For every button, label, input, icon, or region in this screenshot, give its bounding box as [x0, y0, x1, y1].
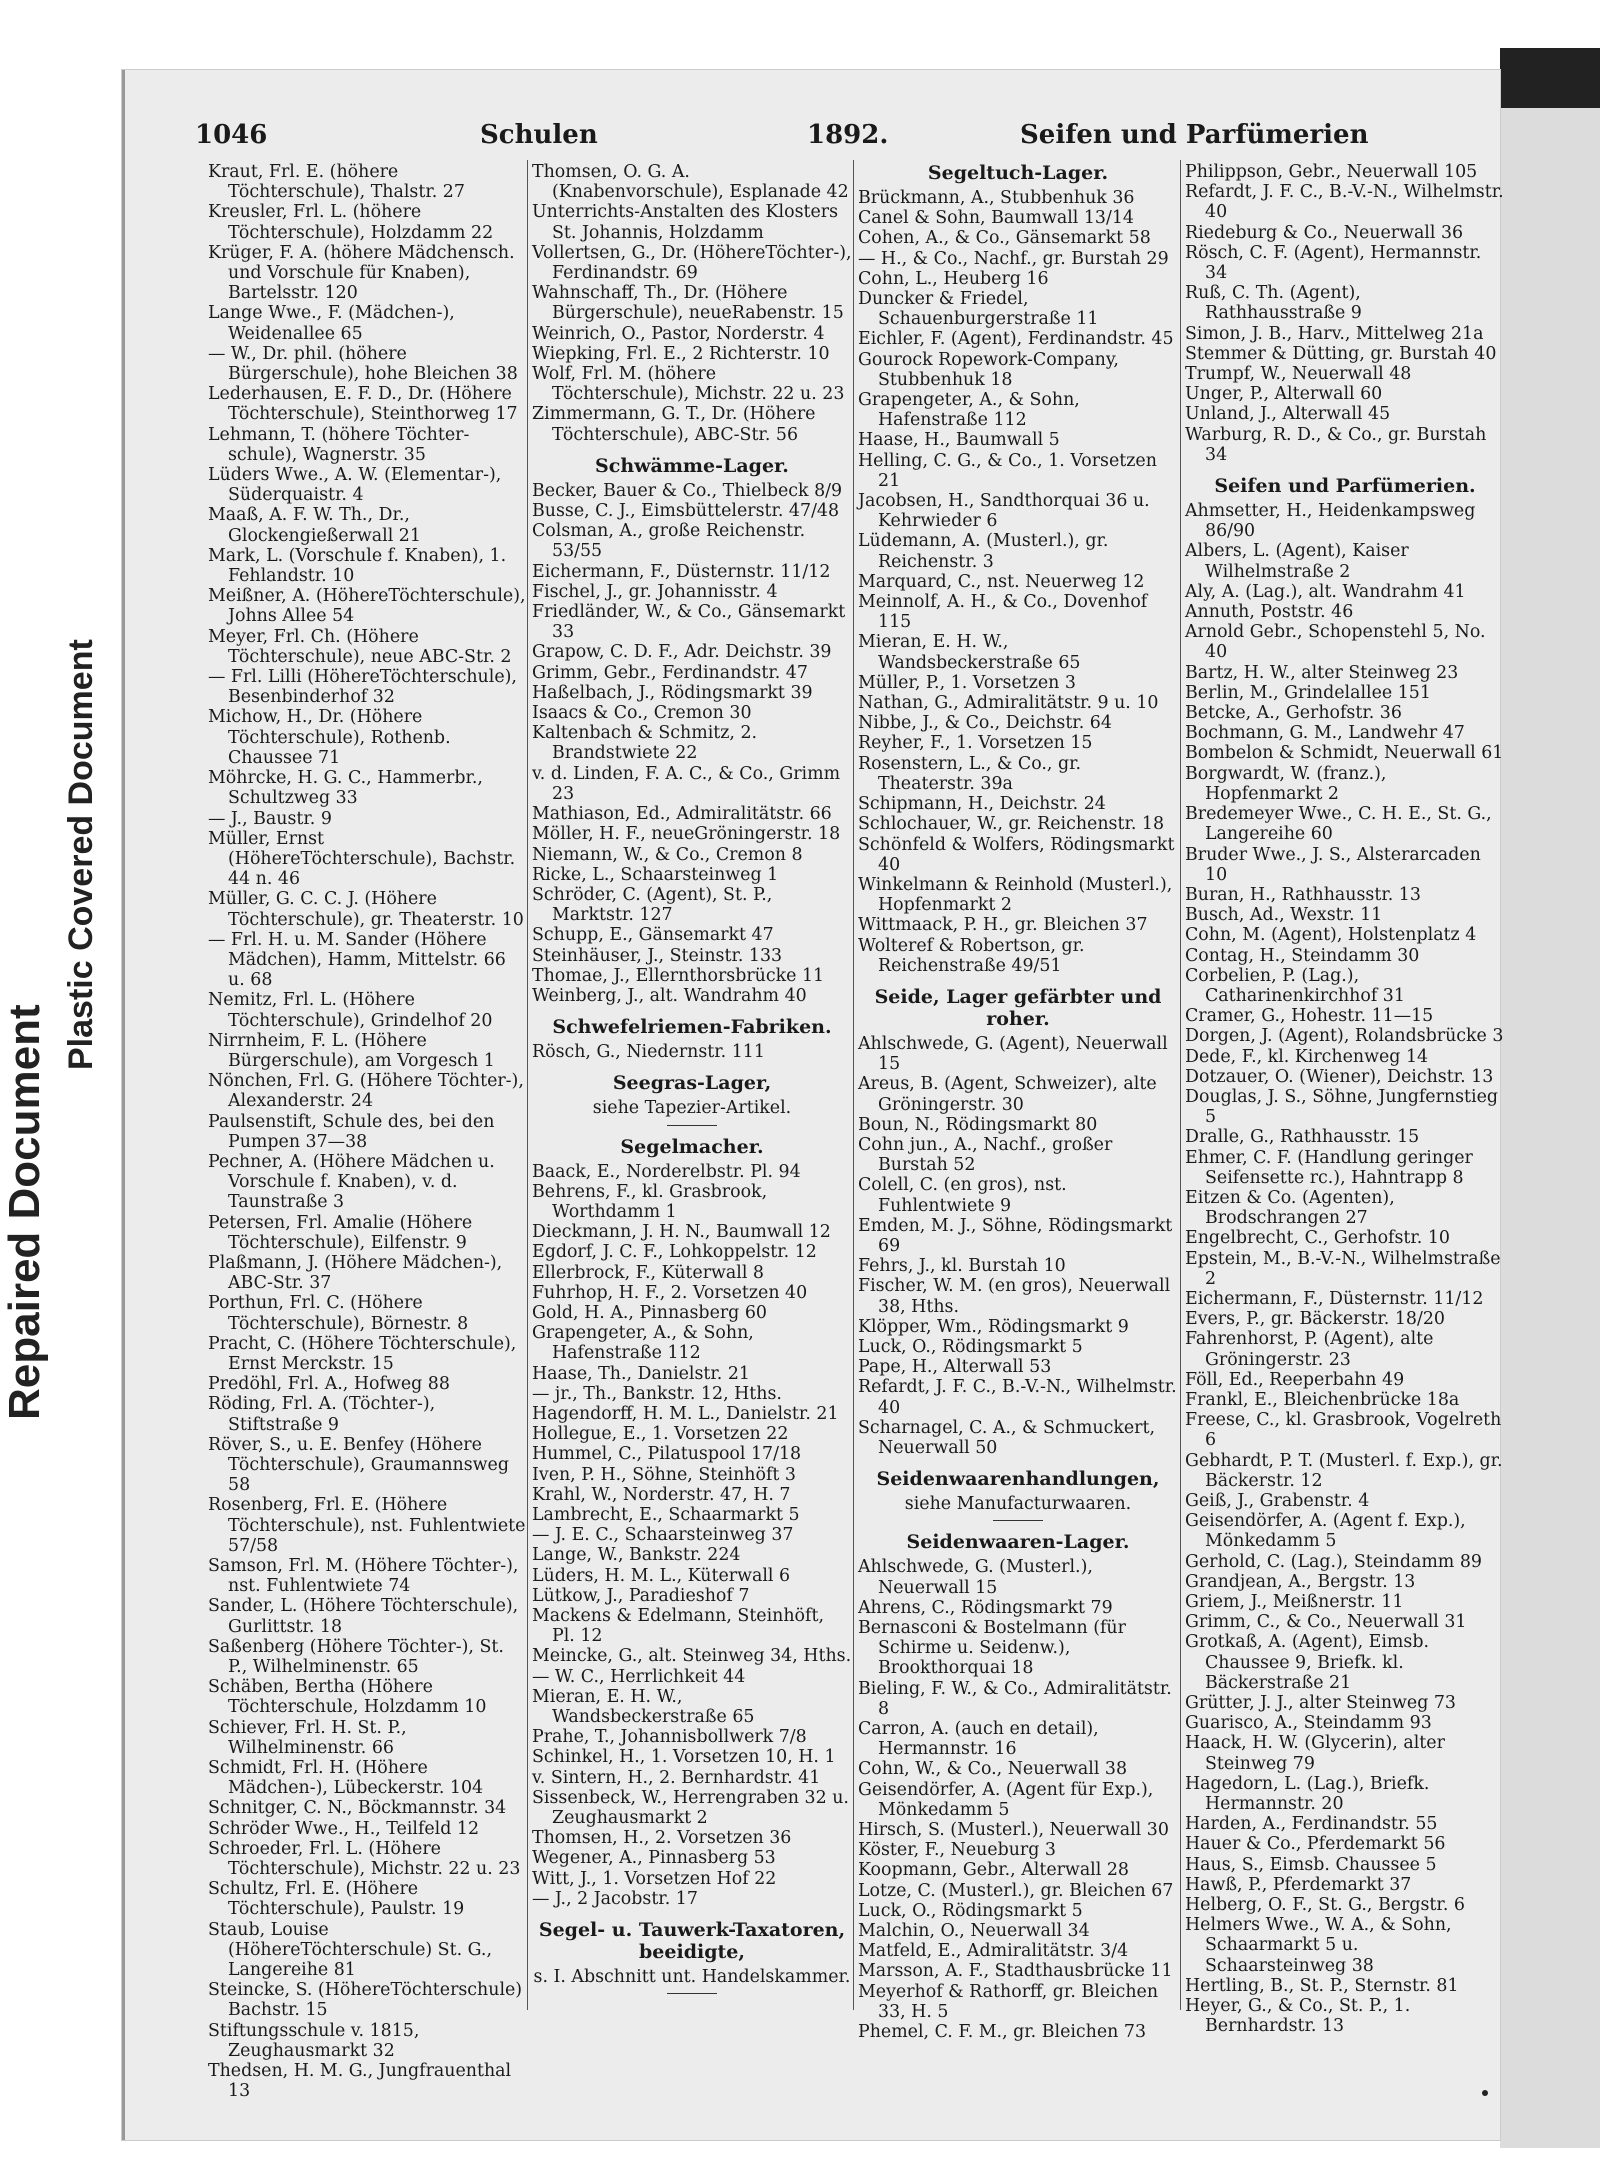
directory-entry: Grimm, C., & Co., Neuerwall 31	[1185, 1612, 1467, 1633]
directory-entry: Schroeder, Frl. L. (Höhere Töchterschule), Michstr. 22 u. 23	[208, 1838, 521, 1880]
directory-entry: Isaacs & Co., Cremon 30	[532, 703, 752, 724]
directory-entry: Thedsen, H. M. G., Jungfrauenthal 13	[208, 2061, 512, 2102]
directory-entry: Schupp, E., Gänsemarkt 47	[532, 925, 774, 946]
section-heading: Schwefelriemen-Fabriken.	[552, 1016, 832, 1039]
directory-entry: Simon, J. B., Harv., Mittelweg 21a	[1185, 323, 1484, 344]
section-heading: Segel- u. Tauwerk-Taxatoren, beeidigte,	[538, 1919, 846, 1964]
directory-entry: Haase, Th., Danielstr. 21	[532, 1363, 750, 1384]
page-speck	[1482, 2090, 1488, 2096]
directory-entry: Ahmsetter, H., Heidenkampsweg 86/90	[1185, 501, 1476, 542]
directory-entry: Luck, O., Rödingsmarkt 5	[858, 1336, 1083, 1357]
directory-entry: Geisendörfer, A. (Agent für Exp.), Mönkedamm 5	[858, 1779, 1154, 1820]
column-3	[858, 162, 1178, 2043]
directory-entry: Geisendörfer, A. (Agent f. Exp.), Mönkedamm 5	[1185, 1511, 1466, 1552]
directory-entry: Wolteref & Robertson, gr. Reichenstraße 49/51	[858, 935, 1085, 976]
directory-entry: Möller, H. F., neueGröningerstr. 18	[532, 824, 841, 845]
section-heading: Schwämme-Lager.	[595, 454, 789, 477]
directory-entry: Grapow, C. D. F., Adr. Deichstr. 39	[532, 642, 832, 663]
directory-entry: Arnold Gebr., Schopenstehl 5, No. 40	[1185, 622, 1486, 663]
directory-entry: Cohn, L., Heuberg 16	[858, 268, 1049, 289]
directory-entry: Dralle, G., Rathhausstr. 15	[1185, 1127, 1420, 1148]
directory-entry: Bartz, H. W., alter Steinweg 23	[1185, 662, 1459, 683]
directory-entry: Jacobsen, H., Sandthorquai 36 u. Kehrwieder 6	[858, 491, 1150, 532]
directory-entry: Krahl, W., Norderstr. 47, H. 7	[532, 1484, 791, 1505]
directory-entry: Fuhrhop, H. F., 2. Vorsetzen 40	[532, 1282, 808, 1303]
section-rule	[667, 1125, 717, 1126]
directory-entry: Köster, F., Neueburg 3	[858, 1840, 1056, 1861]
directory-entry: Nibbe, J., & Co., Deichstr. 64	[858, 713, 1112, 734]
directory-entry: Annuth, Poststr. 46	[1185, 602, 1354, 623]
directory-entry: Ahlschwede, G. (Agent), Neuerwall 15	[858, 1033, 1168, 1075]
directory-entry: Iven, P. H., Söhne, Steinhöft 3	[532, 1464, 796, 1485]
directory-entry: Freese, C., kl. Grasbrook, Vogelreth 6	[1185, 1410, 1502, 1451]
directory-entry: Hagendorff, H. M. L., Danielstr. 21	[532, 1403, 839, 1424]
directory-entry: Aly, A. (Lag.), alt. Wandrahm 41	[1185, 581, 1466, 602]
column-divider	[1180, 160, 1181, 2010]
directory-entry: Dieckmann, J. H. N., Baumwall 12	[532, 1222, 831, 1243]
directory-entry: Ellerbrock, F., Küterwall 8	[532, 1262, 764, 1283]
directory-entry: Steincke, S. (HöhereTöchterschule) Bachstr. 15	[208, 1980, 523, 2021]
directory-entry: Winkelmann & Reinhold (Musterl.), Hopfenmarkt 2	[858, 874, 1173, 916]
directory-entry: Steinhäuser, J., Steinstr. 133	[532, 945, 783, 966]
directory-entry: Koopmann, Gebr., Alterwall 28	[858, 1860, 1129, 1881]
directory-entry: Hertling, B., St. P., Sternstr. 81	[1185, 1975, 1459, 1996]
directory-entry: Gourock Ropework-Company, Stubbenhuk 18	[858, 349, 1119, 390]
directory-entry: Frankl, E., Bleichenbrücke 18a	[1185, 1389, 1460, 1410]
directory-entry: Unland, J., Alterwall 45	[1185, 404, 1391, 425]
directory-entry: Röver, S., u. E. Benfey (Höhere Töchterschule), Graumannsweg 58	[208, 1434, 509, 1496]
directory-entry: Lange, W., Bankstr. 224	[532, 1545, 741, 1566]
directory-entry: Cramer, G., Hohestr. 11—15	[1185, 1006, 1434, 1027]
header-right-title: Seifen und Parfümerien	[1020, 120, 1369, 150]
directory-entry: Ruß, C. Th. (Agent), Rathhausstraße 9	[1185, 283, 1362, 324]
directory-entry: Grandjean, A., Bergstr. 13	[1185, 1571, 1416, 1592]
section-heading: Segelmacher.	[620, 1135, 764, 1158]
directory-entry: Nathan, G., Admiralitätstr. 9 u. 10	[858, 693, 1159, 714]
directory-entry: Rösch, G., Niedernstr. 111	[532, 1042, 765, 1063]
directory-entry: Haase, H., Baumwall 5	[858, 430, 1060, 451]
page-number: 1046	[195, 120, 268, 150]
directory-entry: Nönchen, Frl. G. (Höhere Töchter-), Alexanderstr. 24	[208, 1071, 524, 1112]
directory-entry: Schröder, C. (Agent), St. P., Marktstr. 127	[532, 884, 773, 926]
directory-entry: Sissenbeck, W., Herrengraben 32 u. Zeughausmarkt 2	[532, 1787, 849, 1829]
directory-entry: Reyher, F., 1. Vorsetzen 15	[858, 733, 1093, 754]
directory-entry: — W. C., Herrlichkeit 44	[532, 1666, 746, 1687]
directory-entry: Friedländer, W., & Co., Gänsemarkt 33	[532, 602, 846, 643]
directory-entry: Schmidt, Frl. H. (Höhere Mädchen-), Lübeckerstr. 104	[208, 1758, 484, 1799]
directory-entry: Douglas, J. S., Söhne, Jungfernstieg 5	[1185, 1086, 1498, 1128]
directory-entry: Brückmann, A., Stubbenhuk 36	[858, 188, 1135, 208]
directory-entry: Schönfeld & Wolfers, Rödingsmarkt 40	[858, 834, 1175, 875]
directory-entry: Heyer, G., & Co., St. P., 1. Bernhardstr. 13	[1185, 1996, 1411, 2037]
directory-entry: Guarisco, A., Steindamm 93	[1185, 1713, 1432, 1734]
directory-entry: Fehrs, J., kl. Burstah 10	[858, 1256, 1066, 1277]
section-heading: Seide, Lager gefärbter und roher.	[874, 985, 1162, 1030]
directory-entry: Unterrichts-Anstalten des Klosters St. Johannis, Holzdamm	[532, 202, 839, 243]
directory-entry: Samson, Frl. M. (Höhere Töchter-), nst. Fuhlentwiete 74	[208, 1556, 519, 1597]
directory-entry: Hirsch, S. (Musterl.), Neuerwall 30	[858, 1820, 1169, 1841]
directory-entry: Meißner, A. (HöhereTöchterschule), Johns Allee 54	[208, 586, 526, 627]
directory-entry: Mark, L. (Vorschule f. Knaben), 1. Fehlandstr. 10	[208, 545, 507, 587]
directory-entry: Trumpf, W., Neuerwall 48	[1185, 364, 1412, 385]
directory-entry: Philippson, Gebr., Neuerwall 105	[1185, 162, 1478, 182]
directory-entry: Albers, L. (Agent), Kaiser Wilhelmstraße 2	[1185, 541, 1409, 582]
section-rule	[667, 1993, 717, 1994]
directory-entry: Kreusler, Frl. L. (höhere Töchterschule), Holzdamm 22	[208, 202, 494, 243]
directory-entry: Baack, E., Norderelbstr. Pl. 94	[532, 1161, 801, 1182]
directory-entry: Lüders, H. M. L., Küterwall 6	[532, 1565, 791, 1586]
directory-entry: Wittmaack, P. H., gr. Bleichen 37	[858, 915, 1148, 936]
directory-entry: Eitzen & Co. (Agenten), Brodschrangen 27	[1185, 1187, 1395, 1229]
directory-entry: Saßenberg (Höhere Töchter-), St. P., Wilhelminenstr. 65	[208, 1636, 504, 1678]
directory-entry: Corbelien, P. (Lag.), Catharinenkirchhof 31	[1185, 965, 1405, 1006]
directory-entry: Ricke, L., Schaarsteinweg 1	[532, 864, 779, 885]
directory-entry: Haßelbach, J., Rödingsmarkt 39	[532, 682, 813, 703]
column-divider	[853, 160, 854, 2010]
directory-entry: Mieran, E. H. W., Wandsbeckerstraße 65	[532, 1686, 755, 1728]
directory-entry: Weinberg, J., alt. Wandrahm 40	[532, 985, 807, 1006]
directory-entry: Paulsenstift, Schule des, bei den Pumpen 37—38	[208, 1111, 495, 1152]
directory-entry: Hawß, P., Pferdemarkt 37	[1185, 1874, 1412, 1895]
directory-entry: Bredemeyer Wwe., C. H. E., St. G., Langereihe 60	[1185, 804, 1492, 845]
directory-entry: Rosenberg, Frl. E. (Höhere Töchterschule), nst. Fuhlentwiete 57/58	[208, 1495, 526, 1556]
directory-entry: Hauer & Co., Pferdemarkt 56	[1185, 1834, 1446, 1855]
directory-entry: Niemann, W., & Co., Cremon 8	[532, 844, 803, 865]
directory-entry: Wiepking, Frl. E., 2 Richterstr. 10	[532, 343, 830, 364]
directory-entry: Harden, A., Ferdinandstr. 55	[1185, 1814, 1438, 1835]
directory-entry: — H., & Co., Nachf., gr. Burstah 29	[858, 248, 1169, 269]
directory-entry: Krüger, F. A. (höhere Mädchensch. und Vorschule für Knaben), Bartelsstr. 120	[208, 242, 515, 304]
section-heading: Seidenwaaren-Lager.	[906, 1531, 1130, 1554]
directory-entry: Lotze, C. (Musterl.), gr. Bleichen 67	[858, 1880, 1174, 1901]
column-4	[1185, 162, 1505, 2037]
directory-entry: Schultz, Frl. E. (Höhere Töchterschule), Paulstr. 19	[208, 1879, 465, 1920]
directory-entry: Porthun, Frl. C. (Höhere Töchterschule), Börnestr. 8	[208, 1293, 469, 1334]
directory-entry: Fischel, J., gr. Johannisstr. 4	[532, 581, 778, 602]
directory-entry: Colsman, A., große Reichenstr. 53/55	[532, 521, 806, 562]
directory-entry: Lüdemann, A. (Musterl.), gr. Reichenstr. 3	[858, 531, 1109, 572]
cross-reference-note: siehe Tapezier-Artikel.	[592, 1098, 792, 1119]
directory-entry: Schinkel, H., 1. Vorsetzen 10, H. 1	[532, 1747, 836, 1768]
directory-entry: Nemitz, Frl. L. (Höhere Töchterschule), Grindelhof 20	[208, 990, 493, 1031]
directory-entry: Meyer, Frl. Ch. (Höhere Töchterschule), neue ABC-Str. 2	[208, 626, 512, 667]
directory-entry: Pracht, C. (Höhere Töchterschule), Ernst Merckstr. 15	[208, 1333, 517, 1374]
section-heading: Seidenwaarenhandlungen,	[876, 1468, 1160, 1491]
directory-entry: Busch, Ad., Wexstr. 11	[1185, 905, 1383, 926]
directory-entry: Meinnolf, A. H., & Co., Dovenhof 115	[858, 592, 1148, 633]
directory-entry: Ahrens, C., Rödingsmarkt 79	[858, 1597, 1113, 1618]
directory-entry: Refardt, J. F. C., B.-V.-N., Wilhelmstr. 40	[858, 1377, 1177, 1418]
directory-entry: Scharnagel, C. A., & Schmuckert, Neuerwall 50	[858, 1417, 1155, 1458]
section-heading: Seegras-Lager,	[612, 1072, 772, 1095]
directory-entry: Malchin, O., Neuerwall 34	[858, 1921, 1090, 1942]
directory-entry: Pape, H., Alterwall 53	[858, 1357, 1052, 1378]
directory-entry: Emden, M. J., Söhne, Rödingsmarkt 69	[858, 1215, 1173, 1256]
directory-entry: Evers, P., gr. Bäckerstr. 18/20	[1185, 1309, 1445, 1330]
directory-entry: Grimm, Gebr., Ferdinandstr. 47	[532, 662, 808, 683]
section-heading: Seifen und Parfümerien.	[1214, 475, 1476, 498]
directory-entry: Buran, H., Rathhausstr. 13	[1185, 884, 1421, 905]
directory-entry: Stiftungsschule v. 1815, Zeughausmarkt 32	[208, 2020, 420, 2061]
directory-entry: Engelbrecht, C., Gerhofstr. 10	[1185, 1228, 1450, 1249]
directory-entry: — J., Baustr. 9	[208, 808, 332, 829]
directory-entry: Thomsen, O. G. A. (Knabenvorschule), Esplanade 42	[532, 162, 849, 203]
directory-entry: Hagedorn, L. (Lag.), Briefk. Hermannstr. 20	[1185, 1773, 1430, 1815]
directory-entry: Unger, P., Alterwall 60	[1185, 384, 1383, 405]
directory-entry: Duncker & Friedel, Schauenburgerstraße 11	[858, 289, 1099, 330]
directory-entry: Klöpper, Wm., Rödingsmarkt 9	[858, 1316, 1129, 1337]
directory-entry: Cohn jun., A., Nachf., großer Burstah 52	[858, 1134, 1113, 1176]
directory-entry: Lütkow, J., Paradieshof 7	[532, 1585, 750, 1606]
directory-entry: Thomsen, H., 2. Vorsetzen 36	[532, 1828, 792, 1849]
directory-entry: Grotkaß, A. (Agent), Eimsb. Chaussee 9, Briefk. kl. Bäckerstraße 21	[1185, 1632, 1429, 1693]
directory-entry: Röding, Frl. A. (Töchter-), Stiftstraße 9	[208, 1394, 436, 1435]
section-heading: Segeltuch-Lager.	[927, 162, 1109, 184]
cross-reference-note: siehe Manufacturwaaren.	[904, 1494, 1132, 1515]
directory-entry: Sander, L. (Höhere Töchterschule), Gurlittstr. 18	[208, 1596, 519, 1637]
adjacent-page-edge	[1500, 48, 1600, 2148]
directory-entry: Schipmann, H., Deichstr. 24	[858, 794, 1106, 815]
column-1	[208, 162, 528, 2102]
directory-entry: Borgwardt, W. (franz.), Hopfenmarkt 2	[1185, 763, 1387, 804]
directory-entry: Möhrcke, H. G. C., Hammerbr., Schultzweg 33	[208, 768, 483, 809]
directory-entry: Helmers Wwe., W. A., & Sohn, Schaarmarkt 5 u. Schaarsteinweg 38	[1185, 1915, 1452, 1976]
header-left-title: Schulen	[480, 120, 598, 150]
directory-entry: Dotzauer, O. (Wiener), Deichstr. 13	[1185, 1066, 1494, 1087]
directory-entry: Witt, J., 1. Vorsetzen Hof 22	[532, 1868, 777, 1889]
directory-entry: Grapengeter, A., & Sohn, Hafenstraße 112	[858, 390, 1080, 431]
repaired-document-stamp: Repaired Document	[0, 1004, 49, 1420]
directory-entry: Areus, B. (Agent, Schweizer), alte Gröningerstr. 30	[858, 1074, 1157, 1115]
directory-entry: Wegener, A., Pinnasberg 53	[532, 1848, 776, 1869]
directory-entry: Warburg, R. D., & Co., gr. Burstah 34	[1185, 424, 1487, 465]
directory-entry: Geiß, J., Grabenstr. 4	[1185, 1491, 1370, 1511]
directory-entry: Schlochauer, W., gr. Reichenstr. 18	[858, 814, 1165, 835]
directory-entry: Kraut, Frl. E. (höhere Töchterschule), Thalstr. 27	[208, 162, 465, 203]
directory-entry: Bernasconi & Bostelmann (für Schirme u. Seidenw.), Brookthorquai 18	[858, 1618, 1126, 1679]
directory-entry: Colell, C. (en gros), nst. Fuhlentwiete 9	[858, 1175, 1067, 1216]
directory-entry: Betcke, A., Gerhofstr. 36	[1185, 703, 1402, 724]
directory-entry: Fahrenhorst, P. (Agent), alte Gröningerstr. 23	[1185, 1329, 1434, 1370]
directory-entry: Ahlschwede, G. (Musterl.), Neuerwall 15	[858, 1557, 1093, 1598]
section-rule	[993, 1520, 1043, 1521]
directory-page	[122, 70, 1504, 2140]
cross-reference-note: s. I. Abschnitt unt. Handelskammer.	[533, 1967, 851, 1988]
directory-entry: Eichler, F. (Agent), Ferdinandstr. 45	[858, 329, 1174, 350]
directory-entry: Schnitger, C. N., Böckmannstr. 34	[208, 1798, 507, 1819]
directory-entry: Carron, A. (auch en detail), Hermannstr. 16	[858, 1719, 1099, 1760]
directory-entry: Dorgen, J. (Agent), Rolandsbrücke 3	[1185, 1026, 1504, 1047]
directory-entry: v. d. Linden, F. A. C., & Co., Grimm 23	[532, 763, 841, 804]
directory-entry: Ehmer, C. F. (Handlung geringer Seifensette rc.), Hahntrapp 8	[1185, 1147, 1473, 1188]
directory-entry: Rösch, C. F. (Agent), Hermannstr. 34	[1185, 242, 1482, 284]
directory-entry: Haus, S., Eimsb. Chaussee 5	[1185, 1854, 1437, 1875]
directory-entry: Plaßmann, J. (Höhere Mädchen-), ABC-Str. 37	[208, 1252, 503, 1294]
directory-entry: Thomae, J., Ellernthorsbrücke 11	[532, 965, 825, 986]
directory-entry: Eichermann, F., Düsternstr. 11/12	[532, 561, 831, 582]
directory-entry: Schröder Wwe., H., Teilfeld 12	[208, 1818, 480, 1839]
directory-entry: Petersen, Frl. Amalie (Höhere Töchterschule), Eilfenstr. 9	[208, 1212, 473, 1253]
directory-entry: Meincke, G., alt. Steinweg 34, Hths.	[532, 1646, 852, 1667]
directory-entry: Müller, Ernst (HöhereTöchterschule), Bachstr. 44 n. 46	[208, 828, 516, 890]
directory-entry: Fischer, W. M. (en gros), Neuerwall 38, Hths.	[858, 1276, 1171, 1317]
directory-entry: Luck, O., Rödingsmarkt 5	[858, 1900, 1083, 1921]
directory-entry: Gold, H. A., Pinnasberg 60	[532, 1302, 767, 1323]
directory-entry: Refardt, J. F. C., B.-V.-N., Wilhelmstr. 40	[1185, 182, 1504, 223]
directory-entry: Griem, J., Meißnerstr. 11	[1185, 1592, 1404, 1613]
directory-entry: Wolf, Frl. M. (höhere Töchterschule), Michstr. 22 u. 23	[532, 364, 845, 405]
directory-entry: Mieran, E. H. W., Wandsbeckerstraße 65	[858, 632, 1081, 673]
directory-entry: Cohn, W., & Co., Neuerwall 38	[858, 1759, 1128, 1780]
directory-entry: Busse, C. J., Eimsbüttelerstr. 47/48	[532, 501, 840, 522]
directory-entry: Wahnschaff, Th., Dr. (Höhere Bürgerschule), neueRabenstr. 15	[532, 283, 844, 324]
directory-entry: Lederhausen, E. F. D., Dr. (Höhere Töchterschule), Steinthorweg 17	[208, 384, 518, 425]
directory-entry: Gerhold, C. (Lag.), Steindamm 89	[1185, 1551, 1482, 1572]
directory-entry: Lehmann, T. (höhere Töchter-schule), Wagnerstr. 35	[208, 424, 470, 465]
directory-entry: Helberg, O. F., St. G., Bergstr. 6	[1185, 1895, 1465, 1916]
directory-entry: Meyerhof & Rathorff, gr. Bleichen 33, H. 5	[858, 1981, 1159, 2022]
directory-entry: Pechner, A. (Höhere Mädchen u. Vorschule f. Knaben), v. d. Taunstraße 3	[208, 1151, 495, 1213]
directory-entry: Eichermann, F., Düsternstr. 11/12	[1185, 1288, 1484, 1309]
directory-entry: — jr., Th., Bankstr. 12, Hths.	[532, 1383, 782, 1404]
directory-entry: Dede, F., kl. Kirchenweg 14	[1185, 1046, 1429, 1067]
directory-entry: Matfeld, E., Admiralitätstr. 3/4	[858, 1941, 1129, 1962]
running-header	[125, 120, 1500, 160]
directory-entry: Hollegue, E., 1. Vorsetzen 22	[532, 1424, 789, 1445]
directory-entry: v. Sintern, H., 2. Bernhardstr. 41	[532, 1767, 821, 1788]
directory-entry: Behrens, F., kl. Grasbrook, Worthdamm 1	[532, 1181, 768, 1222]
directory-entry: Marsson, A. F., Stadthausbrücke 11	[858, 1961, 1173, 1982]
directory-entry: Zimmermann, G. T., Dr. (Höhere Töchterschule), ABC-Str. 56	[532, 404, 816, 445]
directory-entry: Kaltenbach & Schmitz, 2. Brandstwiete 22	[532, 723, 758, 764]
directory-entry: Gebhardt, P. T. (Musterl. f. Exp.), gr. Bäckerstr. 12	[1185, 1450, 1503, 1491]
directory-entry: Haack, H. W. (Glycerin), alter Steinweg 79	[1185, 1733, 1445, 1774]
directory-entry: Michow, H., Dr. (Höhere Töchterschule), Rothenb. Chaussee 71	[208, 707, 451, 768]
column-2	[532, 162, 852, 2022]
directory-entry: Müller, P., 1. Vorsetzen 3	[858, 672, 1076, 693]
directory-entry: Boun, N., Rödingsmarkt 80	[858, 1114, 1098, 1135]
directory-entry: Predöhl, Frl. A., Hofweg 88	[208, 1374, 450, 1395]
directory-entry: Prahe, T., Johannisbollwerk 7/8	[532, 1727, 807, 1748]
directory-entry: — Frl. Lilli (HöhereTöchterschule), Besenbinderhof 32	[208, 667, 517, 708]
directory-entry: Bruder Wwe., J. S., Alsterarcaden 10	[1185, 844, 1481, 885]
directory-entry: Helling, C. G., & Co., 1. Vorsetzen 21	[858, 450, 1157, 491]
directory-entry: Weinrich, O., Pastor, Norderstr. 4	[532, 323, 825, 344]
directory-entry: Mackens & Edelmann, Steinhöft, Pl. 12	[532, 1606, 824, 1647]
directory-entry: Vollertsen, G., Dr. (HöhereTöchter-), Ferdinandstr. 69	[532, 242, 852, 284]
directory-entry: Müller, G. C. C. J. (Höhere Töchterschule), gr. Theaterstr. 10	[208, 889, 524, 930]
directory-entry: Bombelon & Schmidt, Neuerwall 61	[1185, 743, 1504, 764]
directory-entry: — J. E. C., Schaarsteinweg 37	[532, 1525, 794, 1546]
directory-entry: Phemel, C. F. M., gr. Bleichen 73	[858, 2022, 1147, 2043]
directory-entry: Contag, H., Steindamm 30	[1185, 945, 1420, 966]
plastic-covered-stamp: Plastic Covered Document	[62, 639, 100, 1070]
directory-entry: Egdorf, J. C. F., Lohkoppelstr. 12	[532, 1242, 817, 1263]
directory-entry: Hummel, C., Pilatuspool 17/18	[532, 1444, 802, 1465]
directory-entry: Berlin, M., Grindelallee 151	[1185, 682, 1431, 703]
directory-entry: — W., Dr. phil. (höhere Bürgerschule), hohe Bleichen 38	[208, 343, 518, 385]
directory-entry: Mathiason, Ed., Admiralitätstr. 66	[532, 804, 832, 825]
directory-entry: Föll, Ed., Reeperbahn 49	[1185, 1369, 1405, 1390]
directory-entry: Grapengeter, A., & Sohn, Hafenstraße 112	[532, 1323, 754, 1364]
directory-entry: Schiever, Frl. H. St. P., Wilhelminenstr. 66	[208, 1717, 407, 1758]
directory-entry: Becker, Bauer & Co., Thielbeck 8/9	[532, 480, 843, 501]
directory-entry: Stemmer & Dütting, gr. Burstah 40	[1185, 343, 1497, 364]
directory-entry: Staub, Louise (HöhereTöchterschule) St. G., Langereihe 81	[208, 1919, 492, 1981]
directory-entry: Rosenstern, L., & Co., gr. Theaterstr. 39a	[858, 753, 1082, 794]
directory-entry: Schäben, Bertha (Höhere Töchterschule, Holzdamm 10	[208, 1677, 487, 1718]
directory-entry: Lüders Wwe., A. W. (Elementar-), Süderquaistr. 4	[208, 465, 502, 506]
directory-entry: Canel & Sohn, Baumwall 13/14	[858, 208, 1134, 229]
directory-entry: Cohn, M. (Agent), Holstenplatz 4	[1185, 925, 1477, 946]
header-year: 1892.	[807, 120, 889, 150]
directory-entry: Lange Wwe., F. (Mädchen-), Weidenallee 65	[208, 303, 455, 344]
directory-entry: — J., 2 Jacobstr. 17	[532, 1888, 698, 1909]
directory-entry: Marquard, C., nst. Neuerweg 12	[858, 571, 1145, 592]
directory-entry: Lambrecht, E., Schaarmarkt 5	[532, 1504, 800, 1525]
directory-entry: Nirrnheim, F. L. (Höhere Bürgerschule), am Vorgesch 1	[208, 1030, 495, 1071]
directory-entry: Grütter, J. J., alter Steinweg 73	[1185, 1693, 1456, 1714]
directory-entry: Bieling, F. W., & Co., Admiralitätstr. 8	[858, 1678, 1172, 1719]
scan-corner-block	[1500, 48, 1600, 108]
directory-entry: Bochmann, G. M., Landwehr 47	[1185, 723, 1465, 744]
directory-entry: Maaß, A. F. W. Th., Dr., Glockengießerwall 21	[208, 505, 421, 546]
directory-entry: — Frl. H. u. M. Sander (Höhere Mädchen), Hamm, Mittelstr. 66 u. 68	[208, 929, 506, 991]
directory-entry: Epstein, M., B.-V.-N., Wilhelmstraße 2	[1185, 1248, 1501, 1289]
directory-entry: Riedeburg & Co., Neuerwall 36	[1185, 222, 1464, 243]
directory-entry: Cohen, A., & Co., Gänsemarkt 58	[858, 228, 1151, 249]
